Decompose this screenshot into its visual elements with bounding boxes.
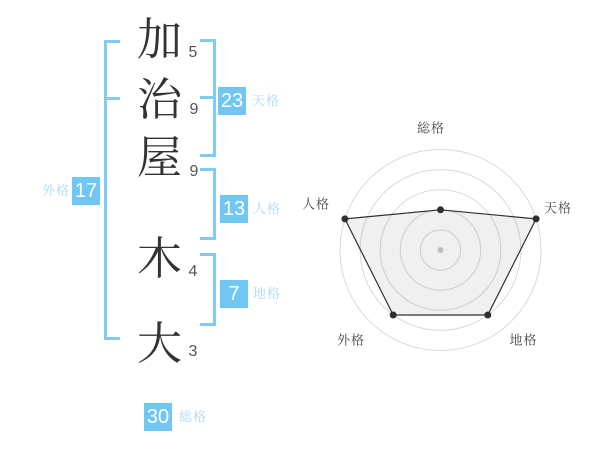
tenkaku-bracket-tick: [200, 39, 216, 42]
jinkaku-bracket-tick: [200, 237, 216, 240]
gaikaku-bracket-line: [104, 40, 107, 340]
radar-axis-label: 天格: [543, 200, 573, 216]
radar-axis-label: 人格: [301, 196, 331, 212]
tenkaku-label: 天格: [252, 93, 281, 108]
soukaku-value-badge: 30: [144, 403, 172, 431]
radar-axis-label: 地格: [509, 332, 538, 348]
gaikaku-label: 外格: [42, 183, 71, 198]
stroke-count-1: 5: [188, 44, 198, 61]
soukaku-label: 総格: [179, 409, 208, 424]
stroke-count-3: 9: [189, 163, 199, 180]
gokaku-radar-chart: [297, 120, 597, 370]
stroke-count-4: 4: [188, 263, 198, 280]
chikaku-bracket-tick: [200, 323, 216, 326]
gaikaku-value-badge: 17: [72, 177, 100, 205]
jinkaku-bracket-line: [213, 168, 216, 240]
radar-vertex-dot: [341, 215, 348, 222]
chikaku-value-badge: 7: [220, 280, 248, 308]
name-character-3: 屋: [136, 132, 182, 183]
radar-vertex-dot: [437, 206, 444, 213]
jinkaku-bracket-tick: [200, 168, 216, 171]
stroke-count-2: 9: [189, 101, 199, 118]
tenkaku-value-badge: 23: [218, 87, 246, 115]
gaikaku-bracket-tick: [104, 40, 120, 43]
tenkaku-bracket-tick: [200, 96, 216, 99]
chikaku-label: 地格: [253, 286, 282, 301]
radar-vertex-dot: [390, 312, 397, 319]
name-character-4: 木: [136, 233, 182, 284]
jinkaku-value-badge: 13: [220, 195, 248, 223]
gaikaku-bracket-tick: [104, 337, 120, 340]
name-character-1: 加: [136, 14, 182, 65]
stroke-count-5: 3: [188, 343, 198, 360]
name-character-2: 治: [136, 74, 182, 125]
radar-axis-label: 外格: [336, 332, 366, 348]
jinkaku-label: 人格: [253, 201, 282, 216]
tenkaku-bracket-tick: [200, 154, 216, 157]
radar-data-polygon: [345, 210, 536, 315]
radar-axis-label: 総格: [416, 120, 446, 136]
chikaku-bracket-tick: [200, 253, 216, 256]
chikaku-bracket-line: [213, 253, 216, 326]
gaikaku-bracket-tick: [104, 97, 120, 100]
radar-vertex-dot: [533, 215, 540, 222]
name-character-5: 大: [136, 318, 182, 369]
radar-vertex-dot: [484, 312, 491, 319]
